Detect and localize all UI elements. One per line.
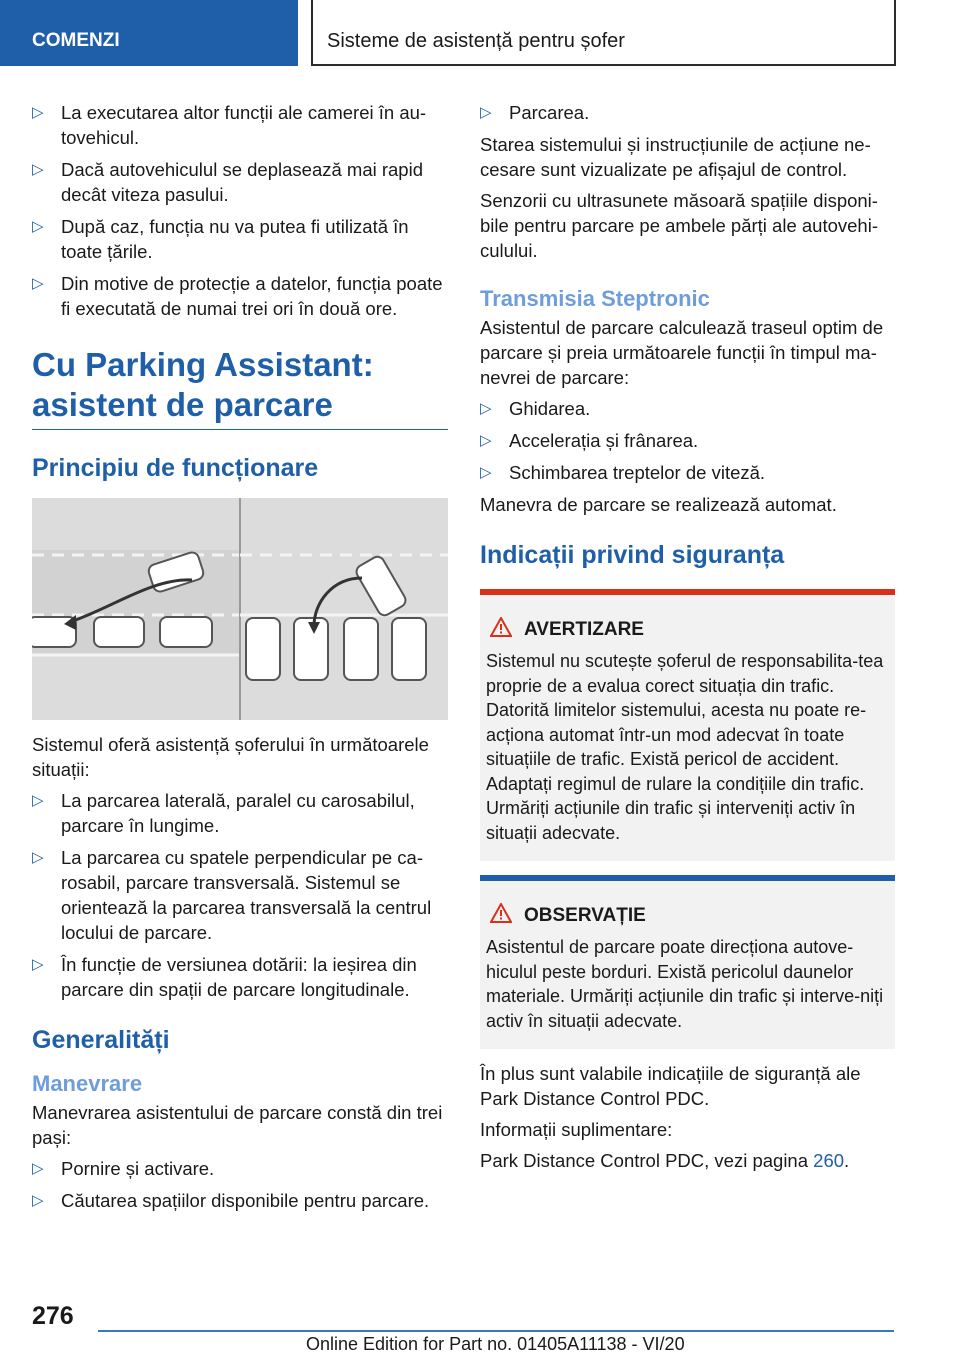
safety-heading: Indicații privind siguranța — [480, 541, 785, 569]
general-heading: Generalități — [32, 1026, 170, 1054]
reference-text: Park Distance Control PDC, vezi pagina 260. — [480, 1150, 850, 1171]
list-item: ▷ Schimbarea treptelor de viteză. — [480, 462, 766, 483]
steptronic-text: Asistentul de parcare calculează traseul optim de parcare și preia următoarele funcții în timpul ma-nevrei de parcare: — [480, 317, 884, 388]
page-number: 276 — [32, 1302, 74, 1330]
functions-list — [480, 396, 895, 485]
footer-divider — [98, 1330, 894, 1332]
list-item: ▷ Accelerația și frânarea. — [480, 430, 699, 451]
steptronic-heading: Transmisia Steptronic — [480, 286, 710, 311]
triangle-bullet-icon: ▷ — [480, 104, 492, 121]
triangle-bullet-icon: ▷ — [480, 400, 492, 417]
page-header — [0, 0, 960, 66]
triangle-bullet-icon: ▷ — [32, 956, 44, 973]
list-item: ▷ La executarea altor funcții ale camerei în au-tovehicul. — [32, 102, 427, 148]
intro-list — [32, 100, 448, 321]
list-item: ▷ Din motive de protecție a datelor, funcția poate fi executată de numai trei ori în două ore. — [32, 273, 443, 319]
note-title: OBSERVAȚIE — [486, 905, 887, 927]
triangle-bullet-icon: ▷ — [32, 218, 44, 235]
warning-triangle-icon — [490, 617, 512, 637]
situations-list — [32, 788, 448, 1002]
maneuver-heading: Manevrare — [32, 1071, 143, 1096]
list-item: ▷ În funcție de versiunea dotării: la ieșirea din parcare din spații de parcare longitudinale. — [32, 954, 417, 1000]
page-title: Cu Parking Assistant: asistent de parcare — [32, 345, 448, 430]
note-text: Asistentul de parcare poate direcționa autove-hiculul peste borduri. Există pericolul daunelor materiale. Urmăriți acțiunile din trafic și interve-niți activ în situații adecvate. — [486, 937, 884, 1031]
list-item: ▷ Ghidarea. — [480, 398, 591, 419]
triangle-bullet-icon: ▷ — [32, 104, 44, 121]
warning-triangle-icon — [490, 903, 512, 923]
triangle-bullet-icon: ▷ — [32, 1192, 44, 1209]
parking-diagram — [32, 498, 448, 720]
list-item: ▷ La parcarea cu spatele perpendicular pe ca-rosabil, parcare transversală. Sistemul se orientează la parcarea transversală la centrul locului de parcare. — [32, 847, 432, 943]
warning-text: Sistemul nu scutește șoferul de responsabilita-tea proprie de a evalua corect situația din trafic. Datorită limitelor sistemului, acesta nu poate re-acționa automat într-un mod adecvat în toate situațiile de trafic. Există pericol de accident. Adaptați regimul de rulare la condițiile din trafic. Urmăriți acțiunile din trafic și interveniți activ în situații adecvate. — [486, 651, 884, 843]
section-tab[interactable]: Sisteme de asistență pentru șofer — [311, 0, 896, 66]
list-item: ▷ Căutarea spațiilor disponibile pentru parcare. — [32, 1190, 430, 1211]
maneuver-text: Manevrarea asistentului de parcare constă din trei pași: — [32, 1102, 443, 1148]
triangle-bullet-icon: ▷ — [32, 792, 44, 809]
principle-text: Sistemul oferă asistență șoferului în următoarele situații: — [32, 734, 429, 780]
triangle-bullet-icon: ▷ — [480, 464, 492, 481]
more-info-text: Informații suplimentare: — [480, 1119, 673, 1140]
principle-heading: Principiu de funcționare — [32, 454, 319, 482]
steps-list-continued — [480, 100, 895, 125]
steps-list — [32, 1156, 448, 1213]
status-text: Starea sistemului și instrucțiunile de acțiune ne-cesare sunt vizualizate pe afișajul de control. — [480, 134, 871, 180]
left-column — [32, 100, 448, 1220]
chapter-tab[interactable]: COMENZI — [0, 0, 298, 66]
auto-text: Manevra de parcare se realizează automat. — [480, 494, 837, 515]
list-item: ▷ Pornire și activare. — [32, 1158, 215, 1179]
triangle-bullet-icon: ▷ — [32, 161, 44, 178]
edition-text: Online Edition for Part no. 01405A11138 - VI/20 — [306, 1334, 685, 1354]
list-item: ▷ După caz, funcția nu va putea fi utilizată în toate țările. — [32, 216, 409, 262]
list-item: ▷ Dacă autovehiculul se deplasează mai rapid decât viteza pasului. — [32, 159, 423, 205]
parking-illustration — [32, 498, 448, 720]
page-reference-link[interactable]: 260 — [813, 1150, 845, 1171]
note-box — [480, 875, 895, 1049]
sensor-text: Senzorii cu ultrasunete măsoară spațiile disponi-bile pentru parcare pe ambele părți ale autovehi-culului. — [480, 190, 878, 261]
pdc-text: În plus sunt valabile indicațiile de siguranță ale Park Distance Control PDC. — [480, 1063, 861, 1109]
warning-box — [480, 589, 895, 861]
triangle-bullet-icon: ▷ — [32, 849, 44, 866]
warning-title: AVERTIZARE — [486, 619, 887, 641]
right-column — [480, 100, 895, 1179]
triangle-bullet-icon: ▷ — [32, 275, 44, 292]
list-item: ▷ Parcarea. — [480, 102, 590, 123]
list-item: ▷ La parcarea laterală, paralel cu carosabilul, parcare în lungime. — [32, 790, 415, 836]
triangle-bullet-icon: ▷ — [32, 1160, 44, 1177]
triangle-bullet-icon: ▷ — [480, 432, 492, 449]
